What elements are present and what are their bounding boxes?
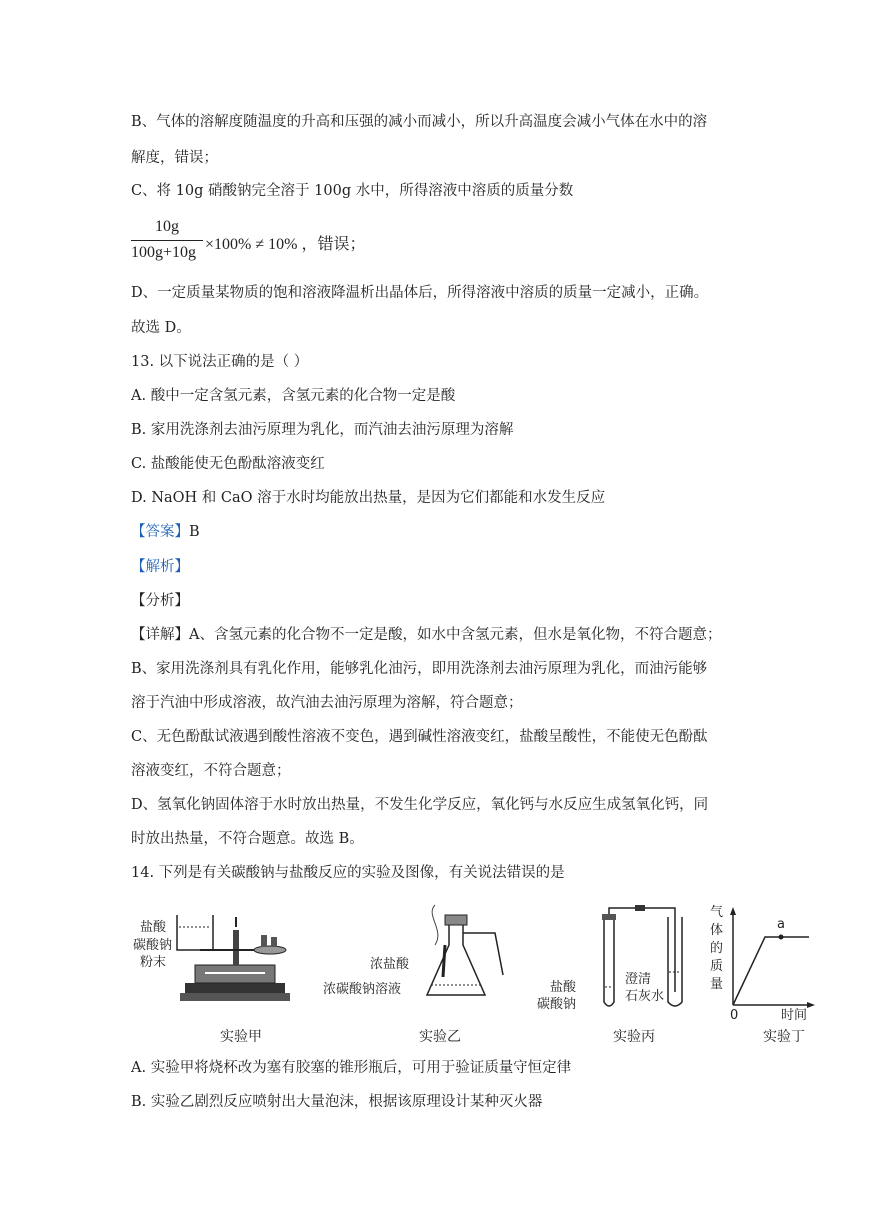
text-line: 解度，错误； [131, 150, 218, 166]
text-line: D. NaOH 和 CaO 溶于水时均能放出热量，是因为它们都能和水发生反应 [131, 490, 606, 506]
text-line: 溶于汽油中形成溶液，故汽油去油污原理为溶解，符合题意； [131, 695, 523, 711]
text-line: 13. 以下说法正确的是（ ） [131, 354, 309, 370]
yi-label-hcl: 浓盐酸 [370, 957, 410, 972]
fraction-bar [131, 240, 203, 241]
text-line: 溶液变红，不符合题意； [131, 763, 291, 779]
text-line: A. 实验甲将烧杯改为塞有胶塞的锥形瓶后，可用于验证质量守恒定律 [131, 1060, 572, 1076]
text-line: D、一定质量某物质的饱和溶液降温析出晶体后，所得溶液中溶质的质量一定减小，正确。 [131, 285, 709, 301]
text-line: D、氢氧化钠固体溶于水时放出热量，不发生化学反应，氧化钙与水反应生成氢氧化钙，同 [131, 797, 709, 813]
text-line: B. 实验乙剧烈反应喷射出大量泡沫，根据该原理设计某种灭火器 [131, 1094, 543, 1110]
text-line: 时放出热量，不符合题意。故选 B。 [131, 831, 364, 847]
fraction-result: ×100% ≠ 10% ，错误； [205, 236, 366, 253]
jia-label-powder: 粉末 [140, 955, 167, 970]
ding-ylabel: 气 体 的 质 量 [710, 905, 724, 992]
jia-label-hcl: 盐酸 [140, 920, 167, 935]
balance-diagram [155, 905, 305, 1015]
answer-tag: 【答案】 [131, 524, 189, 540]
experiment-figures [125, 900, 825, 1050]
bing-label-clear: 澄清 [625, 972, 652, 987]
bing-caption: 实验丙 [613, 1029, 655, 1045]
text-line: B. 家用洗涤剂去油污原理为乳化，而汽油去油污原理为溶解 [131, 422, 514, 438]
answer-value: B [189, 524, 200, 540]
fenxi-tag: 【分析】 [131, 593, 189, 609]
bing-label-hcl: 盐酸 [550, 980, 577, 995]
text-line: 14. 下列是有关碳酸钠与盐酸反应的实验及图像，有关说法错误的是 [131, 865, 565, 881]
text-line: B、家用洗涤剂具有乳化作用，能够乳化油污，即用洗涤剂去油污原理为乳化，而油污能够 [131, 661, 708, 677]
bing-label-na2co3: 碳酸钠 [537, 997, 577, 1012]
text-line: C、将 10g 硝酸钠完全溶于 100g 水中，所得溶液中溶质的质量分数 [131, 183, 574, 199]
ding-origin: 0 [730, 1008, 739, 1023]
text-line: C、无色酚酞试液遇到酸性溶液不变色，遇到碱性溶液变红，盐酸呈酸性，不能使无色酚酞 [131, 729, 708, 745]
ding-caption: 实验丁 [763, 1029, 805, 1045]
text-line: C. 盐酸能使无色酚酞溶液变红 [131, 456, 325, 472]
ding-point-a: a [777, 917, 785, 932]
answer-line [131, 522, 200, 542]
flask-diagram [415, 905, 525, 1015]
jia-caption: 实验甲 [220, 1029, 262, 1045]
analysis-tag: 【解析】 [131, 559, 189, 575]
fraction-denominator: 100g+10g [131, 244, 197, 261]
text-line: 故选 D。 [131, 320, 191, 336]
text-line: B、气体的溶解度随温度的升高和压强的减小而减小，所以升高温度会减小气体在水中的溶 [131, 114, 708, 130]
yi-label-solution: 浓碳酸钠溶液 [323, 982, 402, 997]
text-line: 【详解】A、含氢元素的化合物不一定是酸，如水中含氢元素，但水是氧化物，不符合题意； [131, 627, 722, 643]
text-line: A. 酸中一定含氢元素，含氢元素的化合物一定是酸 [131, 388, 456, 404]
jia-label-na2co3: 碳酸钠 [133, 938, 173, 953]
gas-mass-graph [725, 905, 815, 1015]
yi-caption: 实验乙 [419, 1029, 461, 1045]
bing-label-limewater: 石灰水 [625, 989, 665, 1004]
fraction-numerator: 10g [155, 218, 179, 235]
ding-xlabel: 时间 [781, 1008, 808, 1023]
